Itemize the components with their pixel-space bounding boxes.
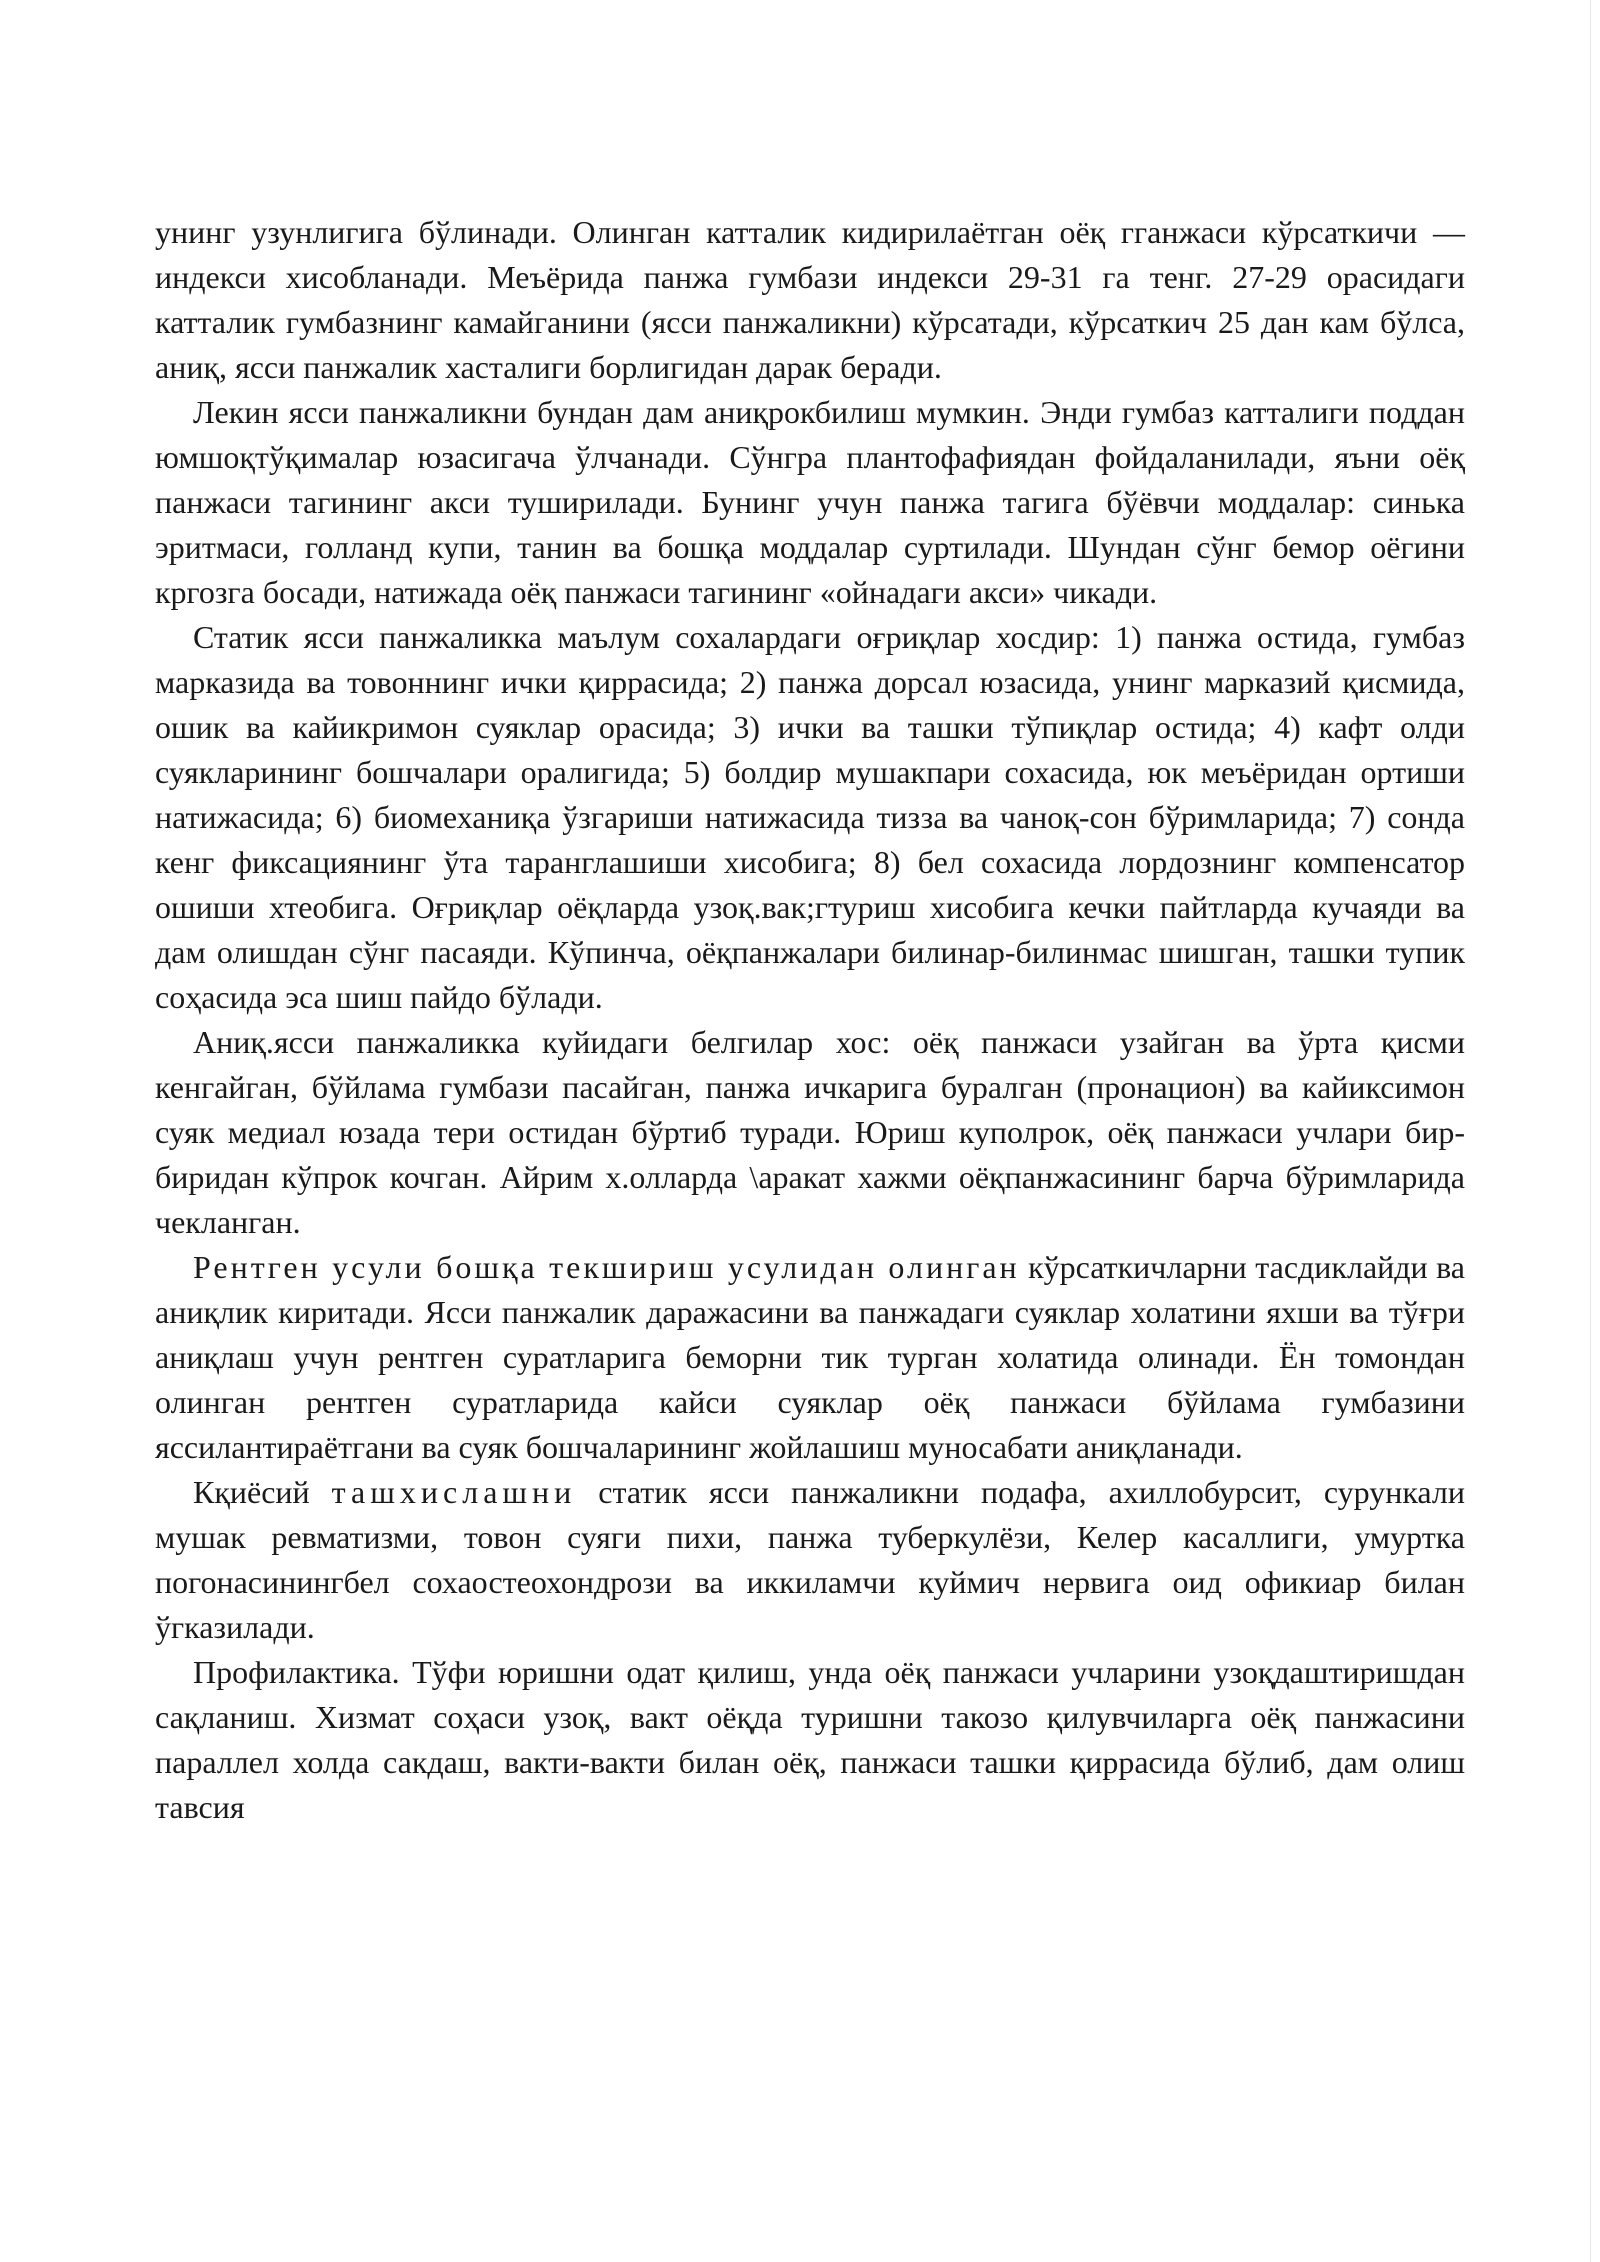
paragraph-xray <box>155 1245 1465 1470</box>
xray-spaced-lead: Рентген усули бошқа текшириш усулидан олинган <box>193 1249 1020 1285</box>
differential-rest: статик ясси панжаликни подафа, ахиллобурсит, сурункали мушак ревматизми, товон суяги пихи, панжа туберкулёзи, Келер касаллиги, умуртка погонасинингбел сохаостеохондрози ва иккиламчи куймич нервига оид офикиар билан ўгказилади. <box>155 1474 1466 1645</box>
differential-lead: Кқиёсий <box>193 1474 332 1510</box>
paragraph-symptoms: Статик ясси панжаликка маълум сохалардаги оғриқлар хосдир: 1) панжа остида, гумбаз марказида ва товоннинг ички қиррасида; 2) панжа дорсал юзасида, унинг марказий қисмида, ошик ва кайикримон суяклар орасида; 3) ички ва ташки тўпиқлар остида; 4) кафт олди суякларининг бошчалари оралигида; 5) болдир мушакпари сохасида, юк меъёридан ортиши натижасида; 6) биомеханиқа ўзгариши натижасида тизза ва чаноқ-сон бўримларида; 7) сонда кенг фиксациянинг ўта таранглашиши хисобига; 8) бел сохасида лордознинг компенсатор ошиши хтеобига. Оғриқлар оёқларда узоқ.вак;гтуриш хисобига кечки пайтларда кучаяди ва дам олишдан сўнг пасаяди. Кўпинча, оёқпанжалари билинар-билинмас шишган, ташки тупик соҳасида эса шиш пайдо бўлади. <box>155 619 1465 1015</box>
paragraph-measurement: Лекин ясси панжаликни бундан дам аниқрокбилиш мумкин. Энди гумбаз катталиги поддан юмшоқтўқималар юзасигача ўлчанади. Сўнгра плантофафиядан фойдаланилади, яъни оёқ панжаси тагининг акси туширилади. Бунинг учун панжа тагига бўёвчи моддалар: синька эритмаси, голланд купи, танин ва бошқа моддалар суртилади. Шундан сўнг бемор оёгини кргозга босади, натижада оёқ панжаси тагининг «ойнадаги акси» чикади. <box>155 394 1465 610</box>
paragraph-continued: унинг узунлигига бўлинади. Олинган катталик кидирилаётган оёқ гганжаси кўрсаткичи — индекси хисобланади. Меъёрида панжа гумбази индекси 29-31 га тенг. 27-29 орасидаги катталик гумбазнинг камайганини (ясси панжаликни) кўрсатади, кўрсаткич 25 дан кам бўлса, аниқ, ясси панжалик хасталиги борлигидан дарак беради. <box>155 214 1465 385</box>
page-edge-divider <box>1590 0 1591 2262</box>
paragraph-prophylaxis: Профилактика. Тўфи юришни одат қилиш, унда оёқ панжаси учларини узоқдаштиришдан сақланиш. Хизмат соҳаси узоқ, вакт оёқда туришни такозо қилувчиларга оёқ панжасини параллел холда сакдаш, вакти-вакти билан оёқ, панжаси ташки қиррасида бўлиб, дам олиш тавсия <box>155 1654 1465 1825</box>
paragraph-differential <box>155 1470 1465 1650</box>
body-text <box>155 210 1465 1830</box>
paragraph-signs: Аниқ.ясси панжаликка куйидаги белгилар хос: оёқ панжаси узайган ва ўрта қисми кенгайган, бўйлама гумбази пасайган, панжа ичкарига буралган (пронацион) ва кайиксимон суяк медиал юзада тери остидан бўртиб туради. Юриш куполрок, оёқ панжаси учлари бир-биридан кўпрок кочган. Айрим х.олларда \аракат хажми оёқпанжасининг барча бўримларида чекланган. <box>155 1024 1465 1240</box>
differential-spaced-word: ташхислашни <box>331 1474 577 1510</box>
xray-rest: кўрсаткичларни тасдиклайди ва аниқлик киритади. Ясси панжалик даражасини ва панжадаги суяклар холатини яхши ва тўғри аниқлаш учун рентген суратларига беморни тик турган холатида олинади. Ён томондан олинган рентген суратларида кайси суяклар оёқ панжаси бўйлама гумбазини яссилантираётгани ва суяк бошчаларининг жойлашиш муносабати аниқланади. <box>155 1249 1466 1465</box>
